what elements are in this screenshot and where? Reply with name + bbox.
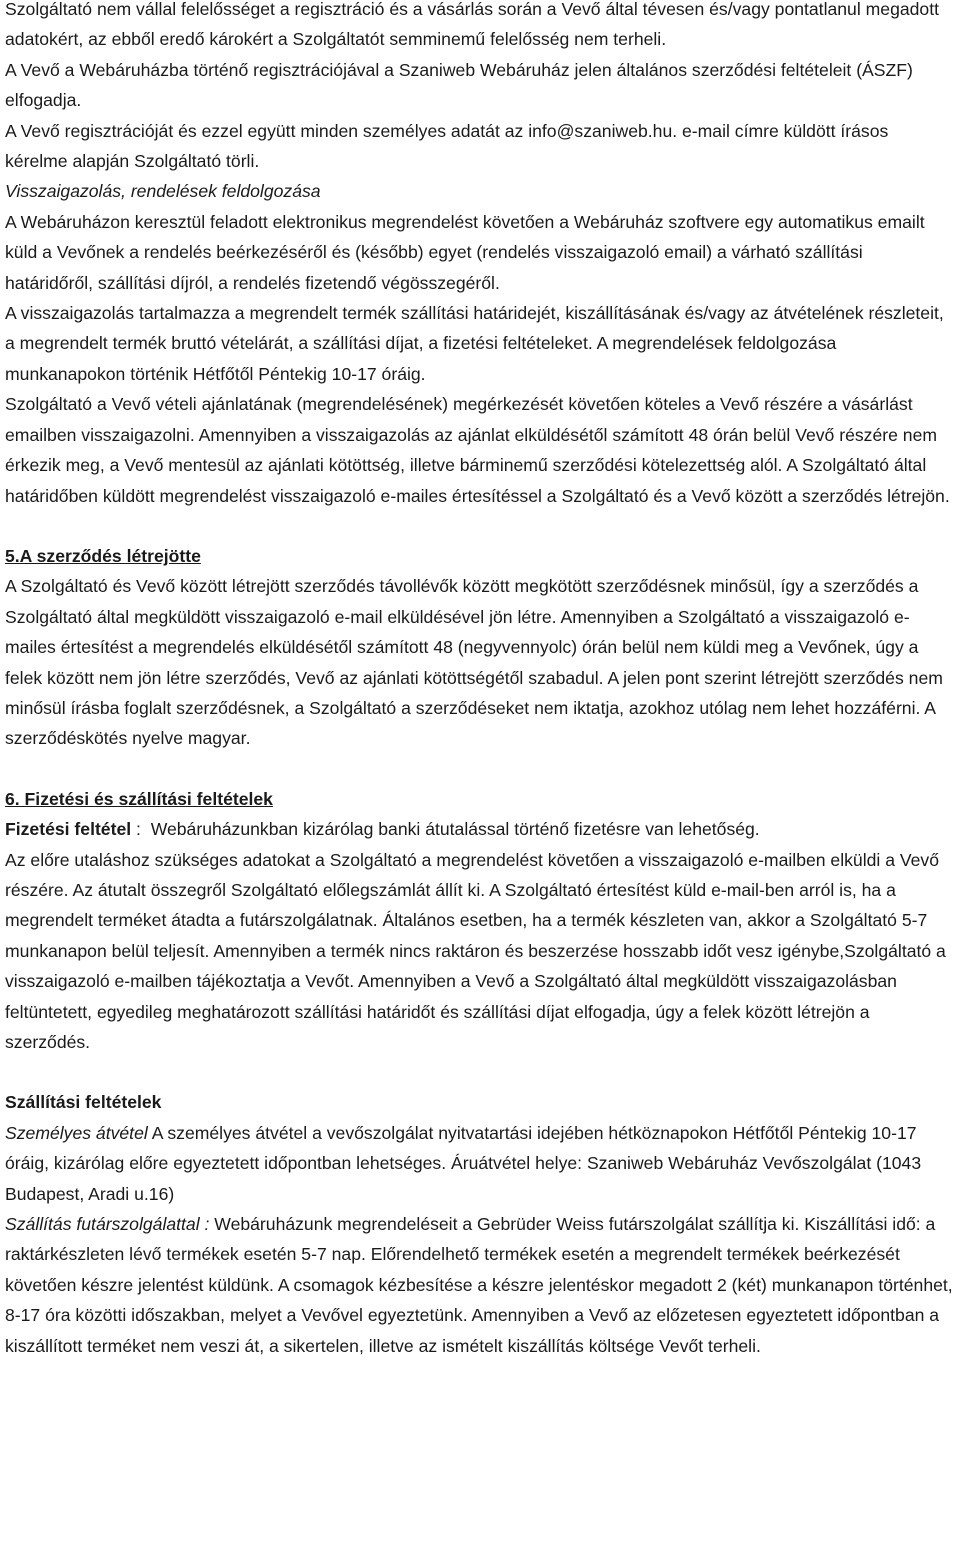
courier-text: Webáruházunk megrendeléseit a Gebrüder Weiss futárszolgálat szállítja ki. Kiszállítási idő: a raktárkészleten lévő termékek esetén 5-7 nap. Előrendelhető termékek esetén a megrendelt termékek beérkezését követően készre jelentést küldünk. A csomagok kézbesítése a készre jelentéskor megadott 2 (két) munkanapon történhet, 8-17 óra közötti időszakban, melyet a Vevővel egyeztetünk. Amennyiben a Vevő az előzetesen egyeztetett időpontban a kiszállított terméket nem veszi át, a sikertelen, illetve az ismételt kiszállítás költsége Vevőt terheli. (5, 1214, 953, 1356)
section-spacer (5, 511, 954, 541)
courier-label: Szállítás futárszolgálattal : (5, 1214, 210, 1235)
payment-terms-label: Fizetési feltétel (5, 819, 132, 840)
section-spacer (5, 754, 954, 784)
intro-paragraph-1: Szolgáltató nem vállal felelősséget a regisztráció és a vásárlás során a Vevő által tévesen és/vagy pontatlanul megadott adatokért, az ebből eredő károkért a Szolgáltatót semminemű felelősség nem terheli. (5, 0, 939, 50)
intro-paragraph-3: A Vevő regisztrációját és ezzel együtt minden személyes adatát az info@szaniweb.hu. e-mail címre küldött írásos kérelme alapján Szolgáltató törli. (5, 120, 889, 172)
personal-pickup-label: Személyes átvétel (5, 1122, 148, 1143)
intro-paragraph-2: A Vevő a Webáruházba történő regisztrációjával a Szaniweb Webáruház jelen általános szerződési feltételeit (ÁSZF) elfogadja. (5, 59, 913, 111)
section-6-heading: 6. Fizetési és szállítási feltételek (5, 788, 273, 809)
shipping-heading: Szállítási feltételek (5, 1092, 162, 1113)
payment-terms-separator: : (131, 819, 151, 840)
section-5-heading: 5.A szerződés létrejötte (5, 545, 201, 566)
section-5-paragraph: A Szolgáltató és Vevő között létrejött szerződés távollévők között megkötött szerződésnek minősül, így a szerződés a Szolgáltató által megküldött visszaigazoló e-mail elküldésével jön létre. Amennyiben a Szolgáltató a visszaigazoló e-mailes értesítést a megrendelés elküldésétől számított 48 (negyvennyolc) órán belül nem küldi meg a Vevőnek, úgy a felek között nem jön létre szerződés, Vevő az ajánlati kötöttségétől szabadul. A jelen pont szerint létrejött szerződés nem minősül írásba foglalt szerződésnek, a Szolgáltató a szerződéseket nem iktatja, azokhoz utólag nem lehet hozzáférni. A szerződéskötés nyelve magyar. (5, 576, 943, 749)
section-6-paragraph: Az előre utaláshoz szükséges adatokat a Szolgáltató a megrendelést követően a visszaigazoló e-mailben elküldi a Vevő részére. Az átutalt összegről Szolgáltató előlegszámlát állít ki. A Szolgáltató értesítést küld e-mail-ben arról is, ha a megrendelt terméket átadta a futárszolgálatnak. Általános esetben, ha a termék készleten van, akkor a Szolgáltató 5-7 munkanapon belül teljesít. Amennyiben a termék nincs raktáron és beszerzése hosszabb időt vesz igénybe,Szolgáltató a visszaigazoló e-mailben tájékoztatja a Vevőt. Amennyiben a Vevő a Szolgáltató által megküldött visszaigazolásban feltüntetett, egyedileg meghatározott szállítási határidőt és szállítási díjat elfogadja, úgy a felek között létrejön a szerződés. (5, 849, 946, 1052)
personal-pickup-paragraph (5, 1118, 954, 1209)
personal-pickup-text: A személyes átvétel a vevőszolgálat nyitvatartási idejében hétköznapokon Hétfőtől Péntekig 10-17 óráig, kizárólag előre egyeztetett időpontban lehetséges. Áruátvétel helye: Szaniweb Webáruház Vevőszolgálat (1043 Budapest, Aradi u.16) (5, 1122, 922, 1204)
confirmation-paragraph-2: A visszaigazolás tartalmazza a megrendelt termék szállítási határidejét, kiszállításának és/vagy az átvételének részleteit, a megrendelt termék bruttó vételárát, a szállítási díjat, a fizetési feltételeket. A megrendelések feldolgozása munkanapokon történik Hétfőtől Péntekig 10-17 óráig. (5, 303, 944, 384)
courier-paragraph (5, 1209, 954, 1361)
confirmation-paragraph-1: A Webáruházon keresztül feladott elektronikus megrendelést követően a Webáruház szoftvere egy automatikus emailt küld a Vevőnek a rendelés beérkezéséről és (később) egyet (rendelés visszaigazoló email) a várható szállítási határidőről, szállítási díjról, a rendelés fizetendő végösszegéről. (5, 211, 925, 293)
payment-terms-text: Webáruházunkban kizárólag banki átutalással történő fizetésre van lehetőség. (150, 819, 760, 840)
confirmation-heading: Visszaigazolás, rendelések feldolgozása (5, 181, 321, 202)
payment-terms-line (5, 814, 954, 844)
confirmation-paragraph-3: Szolgáltató a Vevő vételi ajánlatának (megrendelésének) megérkezését követően köteles a Vevő részére a vásárlást emailben visszaigazolni. Amennyiben a visszaigazolás az ajánlat elküldésétől számított 48 órán belül Vevő részére nem érkezik meg, a Vevő mentesül az ajánlati kötöttség, illetve bárminemű szerződési kötelezettség alól. A Szolgáltató által határidőben küldött megrendelést visszaigazoló e-mailes értesítéssel a Szolgáltató és a Vevő között a szerződés létrejön. (5, 394, 950, 506)
section-spacer (5, 1057, 954, 1087)
